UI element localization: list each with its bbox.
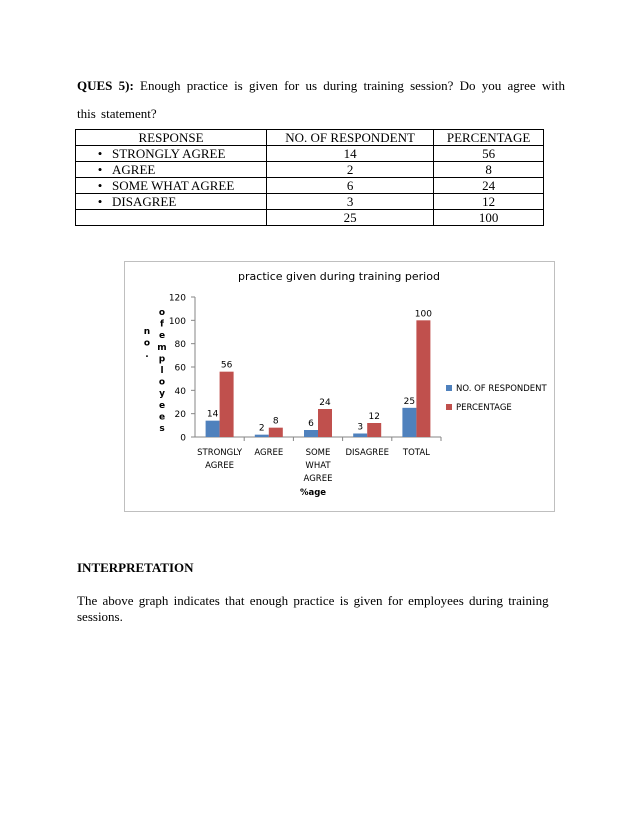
response-cell: [76, 146, 267, 162]
legend-swatch: [446, 385, 452, 391]
table-row: [76, 194, 544, 210]
bar-respondents: [402, 408, 416, 437]
data-label: 100: [414, 309, 432, 320]
chart-title: practice given during training period: [238, 270, 440, 283]
header-percentage: PERCENTAGE: [434, 130, 544, 146]
total-label-cell: [76, 210, 267, 226]
data-label: 56: [220, 360, 233, 371]
response-cell: [76, 178, 267, 194]
y-tick-label: 20: [174, 410, 186, 421]
bullet-icon: •: [97, 194, 103, 209]
table-row: [76, 146, 544, 162]
legend-swatch: [446, 404, 452, 410]
bullet-icon: •: [97, 178, 103, 193]
data-label: 8: [272, 416, 279, 427]
y-tick-label: 120: [168, 293, 186, 304]
header-respondents: NO. OF RESPONDENT: [267, 130, 434, 146]
x-tick-label: STRONGLY: [197, 448, 243, 458]
percentage-cell: 24: [434, 178, 544, 194]
response-label: AGREE: [112, 162, 156, 177]
question-text: [77, 72, 565, 128]
x-tick-label: AGREE: [303, 474, 333, 484]
y-axis-label-letter: e: [158, 400, 166, 411]
data-label: 2: [258, 423, 265, 434]
data-label: 14: [206, 409, 219, 420]
bar-percentage: [269, 428, 283, 437]
bar-chart: [124, 261, 555, 512]
y-axis-label-letter: s: [159, 424, 165, 434]
legend-label: NO. OF RESPONDENT: [456, 384, 547, 394]
response-label: SOME WHAT AGREE: [112, 178, 235, 193]
response-cell: [76, 194, 267, 210]
respondents-cell: 2: [267, 162, 434, 178]
bar-percentage: [220, 372, 234, 437]
data-label: 12: [368, 412, 380, 422]
interpretation-text: The above graph indicates that enough practice is given for employees during training sessions.: [77, 593, 549, 624]
data-label: 25: [403, 396, 416, 407]
y-axis-label-letter: e: [158, 412, 166, 423]
y-tick-label: 0: [180, 433, 186, 444]
percentage-cell: 12: [434, 194, 544, 210]
table-row: [76, 178, 544, 194]
y-tick-label: 60: [174, 363, 186, 374]
bar-percentage: [318, 409, 332, 437]
y-axis-label-letter: e: [158, 331, 166, 342]
bar-respondents: [353, 434, 367, 438]
total-percentage-cell: 100: [434, 210, 544, 226]
y-axis-label-letter: .: [145, 350, 149, 361]
respondents-cell: 14: [267, 146, 434, 162]
x-tick-label: AGREE: [205, 461, 235, 471]
y-tick-label: 100: [168, 316, 186, 327]
question-label: QUES 5):: [77, 78, 134, 93]
total-respondents-cell: 25: [267, 210, 434, 226]
bar-respondents: [206, 421, 220, 437]
data-label: 3: [357, 422, 364, 433]
y-axis-label-letter: o: [158, 308, 166, 318]
response-table: [75, 129, 544, 226]
y-axis-label-letter: o: [143, 338, 151, 349]
x-tick-label: TOTAL: [402, 448, 430, 458]
bar-percentage: [367, 423, 381, 437]
interpretation-title: INTERPRETATION: [77, 560, 194, 575]
x-tick-label: AGREE: [254, 448, 284, 458]
x-tick-label: DISAGREE: [345, 448, 389, 458]
bullet-icon: •: [97, 146, 103, 161]
question-body: Enough practice is given for us during training session? Do you agree with this statement?: [77, 78, 566, 121]
chart-canvas: [125, 262, 554, 511]
response-cell: [76, 162, 267, 178]
y-axis-label-letter: p: [158, 354, 166, 365]
percentage-cell: 8: [434, 162, 544, 178]
respondents-cell: 6: [267, 178, 434, 194]
response-label: DISAGREE: [112, 194, 177, 209]
y-tick-label: 80: [174, 340, 186, 351]
percentage-cell: 56: [434, 146, 544, 162]
data-label: 24: [319, 398, 331, 408]
response-label: STRONGLY AGREE: [112, 146, 226, 161]
y-tick-label: 40: [174, 386, 186, 397]
bullet-icon: •: [97, 162, 103, 177]
y-axis-label-letter: n: [143, 327, 151, 337]
y-axis-label-letter: f: [160, 319, 164, 330]
table-total-row: [76, 210, 544, 226]
bar-respondents: [304, 430, 318, 437]
header-response: RESPONSE: [76, 130, 267, 146]
x-tick-label: WHAT: [305, 461, 331, 471]
table-header-row: [76, 130, 544, 146]
bar-percentage: [416, 320, 430, 437]
x-tick-label: SOME: [305, 448, 331, 458]
y-axis-label-letter: o: [158, 377, 166, 388]
bar-respondents: [255, 435, 269, 437]
y-axis-label-letter: m: [157, 342, 167, 353]
legend-label: PERCENTAGE: [456, 403, 512, 413]
x-axis-label: %age: [299, 488, 327, 498]
table-row: [76, 162, 544, 178]
y-axis-label-letter: y: [159, 389, 165, 400]
data-label: 6: [308, 419, 314, 429]
respondents-cell: 3: [267, 194, 434, 210]
y-axis-label-letter: l: [160, 366, 164, 376]
